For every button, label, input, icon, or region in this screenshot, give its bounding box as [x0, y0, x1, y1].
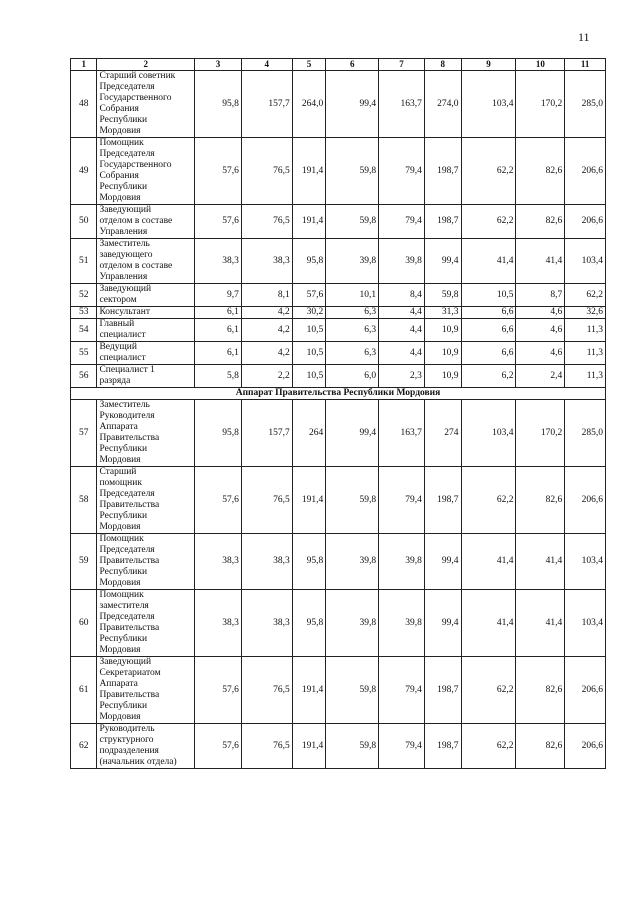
row-number: 60 [71, 590, 97, 657]
value-cell: 6,6 [461, 307, 516, 319]
value-cell: 11,3 [565, 319, 606, 342]
value-cell: 6,3 [326, 319, 379, 342]
value-cell: 10,5 [292, 342, 326, 365]
value-cell: 38,3 [241, 590, 292, 657]
value-cell: 38,3 [195, 534, 242, 590]
column-header: 1 [71, 59, 97, 71]
value-cell: 59,8 [326, 657, 379, 724]
value-cell: 8,4 [379, 284, 425, 307]
row-number: 48 [71, 71, 97, 138]
value-cell: 57,6 [195, 205, 242, 239]
value-cell: 8,1 [241, 284, 292, 307]
table-row [71, 590, 606, 657]
position-name: Помощник заместителя Председателя Правительства Республики Мордовия [97, 590, 195, 657]
value-cell: 5,8 [195, 365, 242, 388]
row-number: 52 [71, 284, 97, 307]
value-cell: 10,9 [424, 342, 461, 365]
value-cell: 79,4 [379, 724, 425, 769]
row-number: 61 [71, 657, 97, 724]
value-cell: 41,4 [516, 239, 565, 284]
table-row [71, 400, 606, 467]
value-cell: 76,5 [241, 467, 292, 534]
value-cell: 6,3 [326, 342, 379, 365]
value-cell: 103,4 [461, 400, 516, 467]
value-cell: 39,8 [379, 239, 425, 284]
value-cell: 191,4 [292, 138, 326, 205]
row-number: 62 [71, 724, 97, 769]
value-cell: 57,6 [195, 467, 242, 534]
column-header: 8 [424, 59, 461, 71]
value-cell: 31,3 [424, 307, 461, 319]
page-number: 11 [578, 30, 590, 44]
header-row [71, 59, 606, 71]
value-cell: 6,1 [195, 319, 242, 342]
value-cell: 62,2 [461, 657, 516, 724]
row-number: 49 [71, 138, 97, 205]
value-cell: 30,2 [292, 307, 326, 319]
value-cell: 79,4 [379, 138, 425, 205]
position-name: Старший помощник Председателя Правительства Республики Мордовия [97, 467, 195, 534]
value-cell: 2,3 [379, 365, 425, 388]
row-number: 50 [71, 205, 97, 239]
position-name: Руководитель структурного подразделения (начальник отдела) [97, 724, 195, 769]
value-cell: 103,4 [565, 239, 606, 284]
value-cell: 206,6 [565, 138, 606, 205]
value-cell: 4,6 [516, 319, 565, 342]
position-name: Заместитель заведующего отделом в составе Управления [97, 239, 195, 284]
value-cell: 157,7 [241, 400, 292, 467]
table-row [71, 724, 606, 769]
value-cell: 6,3 [326, 307, 379, 319]
table-row [71, 534, 606, 590]
value-cell: 2,4 [516, 365, 565, 388]
value-cell: 163,7 [379, 71, 425, 138]
table-row [71, 365, 606, 388]
value-cell: 99,4 [326, 400, 379, 467]
value-cell: 79,4 [379, 657, 425, 724]
value-cell: 206,6 [565, 724, 606, 769]
value-cell: 6,2 [461, 365, 516, 388]
value-cell: 79,4 [379, 205, 425, 239]
value-cell: 206,6 [565, 467, 606, 534]
value-cell: 4,4 [379, 307, 425, 319]
value-cell: 163,7 [379, 400, 425, 467]
column-header: 9 [461, 59, 516, 71]
row-number: 59 [71, 534, 97, 590]
value-cell: 32,6 [565, 307, 606, 319]
value-cell: 57,6 [292, 284, 326, 307]
value-cell: 39,8 [326, 239, 379, 284]
value-cell: 6,6 [461, 319, 516, 342]
value-cell: 82,6 [516, 657, 565, 724]
value-cell: 10,5 [292, 319, 326, 342]
value-cell: 59,8 [326, 724, 379, 769]
table-row [71, 239, 606, 284]
value-cell: 191,4 [292, 724, 326, 769]
column-header: 6 [326, 59, 379, 71]
value-cell: 2,2 [241, 365, 292, 388]
value-cell: 95,8 [195, 400, 242, 467]
value-cell: 82,6 [516, 467, 565, 534]
value-cell: 191,4 [292, 467, 326, 534]
value-cell: 198,7 [424, 724, 461, 769]
position-name: Консультант [97, 307, 195, 319]
row-number: 55 [71, 342, 97, 365]
value-cell: 103,4 [565, 534, 606, 590]
value-cell: 285,0 [565, 71, 606, 138]
value-cell: 95,8 [292, 239, 326, 284]
position-name: Заместитель Руководителя Аппарата Правительства Республики Мордовия [97, 400, 195, 467]
value-cell: 4,6 [516, 307, 565, 319]
position-name: Помощник Председателя Правительства Республики Мордовия [97, 534, 195, 590]
column-header: 11 [565, 59, 606, 71]
position-name: Старший советник Председателя Государственного Собрания Республики Мордовия [97, 71, 195, 138]
column-header: 5 [292, 59, 326, 71]
value-cell: 39,8 [326, 590, 379, 657]
position-name: Главный специалист [97, 319, 195, 342]
value-cell: 11,3 [565, 365, 606, 388]
column-header: 2 [97, 59, 195, 71]
value-cell: 6,1 [195, 342, 242, 365]
table-row [71, 467, 606, 534]
value-cell: 6,1 [195, 307, 242, 319]
value-cell: 4,4 [379, 319, 425, 342]
table-row [71, 138, 606, 205]
value-cell: 10,9 [424, 365, 461, 388]
value-cell: 41,4 [461, 590, 516, 657]
value-cell: 62,2 [461, 724, 516, 769]
table-row [71, 342, 606, 365]
value-cell: 157,7 [241, 71, 292, 138]
value-cell: 99,4 [424, 534, 461, 590]
table-row [71, 284, 606, 307]
row-number: 58 [71, 467, 97, 534]
value-cell: 191,4 [292, 657, 326, 724]
value-cell: 264,0 [292, 71, 326, 138]
value-cell: 41,4 [461, 534, 516, 590]
value-cell: 8,7 [516, 284, 565, 307]
value-cell: 76,5 [241, 205, 292, 239]
value-cell: 198,7 [424, 138, 461, 205]
value-cell: 59,8 [424, 284, 461, 307]
value-cell: 6,0 [326, 365, 379, 388]
value-cell: 206,6 [565, 205, 606, 239]
table-row [71, 205, 606, 239]
salary-table [70, 58, 606, 769]
value-cell: 191,4 [292, 205, 326, 239]
value-cell: 82,6 [516, 724, 565, 769]
value-cell: 41,4 [461, 239, 516, 284]
value-cell: 6,6 [461, 342, 516, 365]
value-cell: 9,7 [195, 284, 242, 307]
value-cell: 103,4 [565, 590, 606, 657]
value-cell: 62,2 [461, 138, 516, 205]
value-cell: 11,3 [565, 342, 606, 365]
value-cell: 95,8 [292, 534, 326, 590]
row-number: 56 [71, 365, 97, 388]
value-cell: 41,4 [516, 590, 565, 657]
value-cell: 76,5 [241, 724, 292, 769]
value-cell: 99,4 [326, 71, 379, 138]
column-header: 3 [195, 59, 242, 71]
value-cell: 95,8 [292, 590, 326, 657]
row-number: 51 [71, 239, 97, 284]
value-cell: 10,5 [461, 284, 516, 307]
value-cell: 82,6 [516, 138, 565, 205]
value-cell: 62,2 [461, 467, 516, 534]
section-title: Аппарат Правительства Республики Мордовия [71, 388, 606, 400]
value-cell: 76,5 [241, 657, 292, 724]
position-name: Заведующий Секретариатом Аппарата Правительства Республики Мордовия [97, 657, 195, 724]
value-cell: 79,4 [379, 467, 425, 534]
value-cell: 57,6 [195, 724, 242, 769]
table-row [71, 319, 606, 342]
value-cell: 10,9 [424, 319, 461, 342]
value-cell: 198,7 [424, 205, 461, 239]
position-name: Заведующий отделом в составе Управления [97, 205, 195, 239]
value-cell: 198,7 [424, 657, 461, 724]
value-cell: 76,5 [241, 138, 292, 205]
column-header: 10 [516, 59, 565, 71]
value-cell: 103,4 [461, 71, 516, 138]
value-cell: 4,6 [516, 342, 565, 365]
value-cell: 95,8 [195, 71, 242, 138]
position-name: Помощник Председателя Государственного Собрания Республики Мордовия [97, 138, 195, 205]
row-number: 53 [71, 307, 97, 319]
value-cell: 4,2 [241, 319, 292, 342]
table-row [71, 657, 606, 724]
value-cell: 38,3 [241, 534, 292, 590]
value-cell: 59,8 [326, 138, 379, 205]
value-cell: 59,8 [326, 205, 379, 239]
value-cell: 10,5 [292, 365, 326, 388]
value-cell: 99,4 [424, 590, 461, 657]
position-name: Специалист 1 разряда [97, 365, 195, 388]
value-cell: 285,0 [565, 400, 606, 467]
value-cell: 264 [292, 400, 326, 467]
value-cell: 99,4 [424, 239, 461, 284]
value-cell: 206,6 [565, 657, 606, 724]
value-cell: 4,2 [241, 342, 292, 365]
column-header: 7 [379, 59, 425, 71]
table-body [71, 59, 606, 769]
value-cell: 10,1 [326, 284, 379, 307]
value-cell: 39,8 [326, 534, 379, 590]
table-row [71, 71, 606, 138]
position-name: Заведующий сектором [97, 284, 195, 307]
table-row [71, 307, 606, 319]
value-cell: 82,6 [516, 205, 565, 239]
value-cell: 170,2 [516, 71, 565, 138]
row-number: 54 [71, 319, 97, 342]
value-cell: 198,7 [424, 467, 461, 534]
value-cell: 41,4 [516, 534, 565, 590]
column-header: 4 [241, 59, 292, 71]
value-cell: 39,8 [379, 590, 425, 657]
value-cell: 62,2 [565, 284, 606, 307]
value-cell: 4,4 [379, 342, 425, 365]
value-cell: 39,8 [379, 534, 425, 590]
value-cell: 170,2 [516, 400, 565, 467]
value-cell: 274 [424, 400, 461, 467]
value-cell: 38,3 [195, 239, 242, 284]
value-cell: 38,3 [241, 239, 292, 284]
section-row [71, 388, 606, 400]
value-cell: 274,0 [424, 71, 461, 138]
value-cell: 4,2 [241, 307, 292, 319]
value-cell: 57,6 [195, 138, 242, 205]
value-cell: 59,8 [326, 467, 379, 534]
value-cell: 62,2 [461, 205, 516, 239]
position-name: Ведущий специалист [97, 342, 195, 365]
value-cell: 38,3 [195, 590, 242, 657]
row-number: 57 [71, 400, 97, 467]
value-cell: 57,6 [195, 657, 242, 724]
